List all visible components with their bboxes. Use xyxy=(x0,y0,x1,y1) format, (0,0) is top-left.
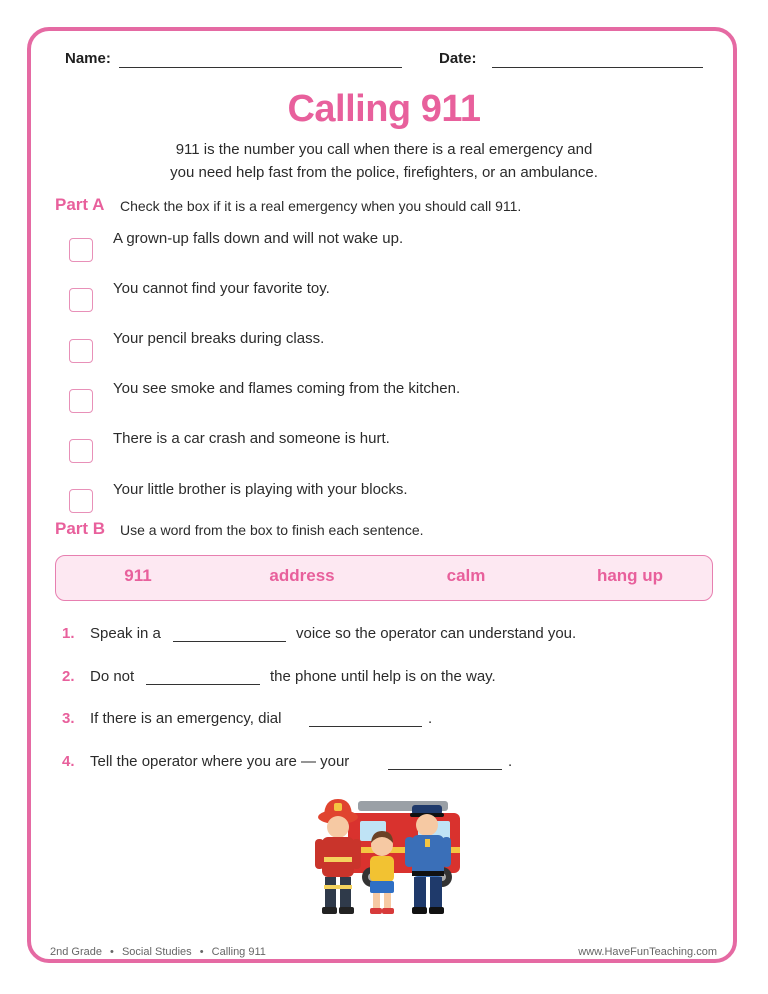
footer-grade: 2nd Grade xyxy=(50,946,102,958)
checkbox-4[interactable] xyxy=(69,389,93,413)
part-a-instruction: Check the box if it is a real emergency when you should call 911. xyxy=(120,198,522,214)
sentence-text: Tell the operator where you are — your xyxy=(90,753,350,770)
sentence-text: Do not xyxy=(90,668,135,685)
answer-blank-1[interactable] xyxy=(173,641,286,642)
list-item: You see smoke and flames coming from the kitchen. xyxy=(113,380,461,397)
intro-line-1: 911 is the number you call when there is a real emergency and xyxy=(175,141,593,158)
footer-topic: Calling 911 xyxy=(211,946,266,958)
part-b-label: Part B xyxy=(55,519,106,538)
list-item: Your little brother is playing with your blocks. xyxy=(113,481,408,498)
sentence-text: the phone until help is on the way. xyxy=(270,668,496,685)
word-bank-word: address xyxy=(269,566,335,585)
date-field[interactable] xyxy=(492,67,703,68)
footer-separator: • xyxy=(110,946,114,958)
date-label: Date: xyxy=(439,50,477,67)
firefighter-icon xyxy=(315,799,361,914)
name-field[interactable] xyxy=(119,67,402,68)
part-b-instruction: Use a word from the box to finish each sentence. xyxy=(120,522,424,538)
list-item: You cannot find your favorite toy. xyxy=(113,280,330,297)
word-bank-word: hang up xyxy=(596,566,664,585)
intro-line-2: you need help fast from the police, firefighters, or an ambulance. xyxy=(170,164,598,181)
footer-separator: • xyxy=(199,946,204,958)
footer-website: www.HaveFunTeaching.com xyxy=(578,946,717,958)
checkbox-2[interactable] xyxy=(69,288,93,312)
answer-blank-3[interactable] xyxy=(309,726,422,727)
sentence-text: . xyxy=(508,753,513,770)
page-title: Calling 911 xyxy=(287,88,481,130)
sentence-number: 2. xyxy=(62,668,75,685)
checkbox-3[interactable] xyxy=(69,339,93,363)
list-item: Your pencil breaks during class. xyxy=(113,330,325,347)
sentence-number: 1. xyxy=(62,625,75,642)
part-a-label: Part A xyxy=(55,195,105,214)
sentence-text: Speak in a xyxy=(90,625,161,642)
word-bank-word: 911 xyxy=(124,566,152,585)
sentence-text: voice so the operator can understand you. xyxy=(296,625,577,642)
sentence-text: If there is an emergency, dial xyxy=(90,710,282,727)
answer-blank-4[interactable] xyxy=(388,769,502,770)
child-icon xyxy=(370,831,394,914)
sentence-number: 3. xyxy=(62,710,75,727)
checkbox-1[interactable] xyxy=(69,238,93,262)
footer-breadcrumb xyxy=(50,946,266,958)
word-bank-word: calm xyxy=(446,566,486,585)
list-item: A grown-up falls down and will not wake up. xyxy=(113,230,404,247)
list-item: There is a car crash and someone is hurt. xyxy=(113,430,390,447)
checkbox-6[interactable] xyxy=(69,489,93,513)
intro-text xyxy=(110,138,658,184)
answer-blank-2[interactable] xyxy=(146,684,260,685)
emergency-helpers-illustration xyxy=(300,795,470,920)
checkbox-5[interactable] xyxy=(69,439,93,463)
sentence-number: 4. xyxy=(62,753,75,770)
name-label: Name: xyxy=(65,50,111,67)
footer-subject: Social Studies xyxy=(121,946,192,958)
sentence-text: . xyxy=(428,710,433,727)
